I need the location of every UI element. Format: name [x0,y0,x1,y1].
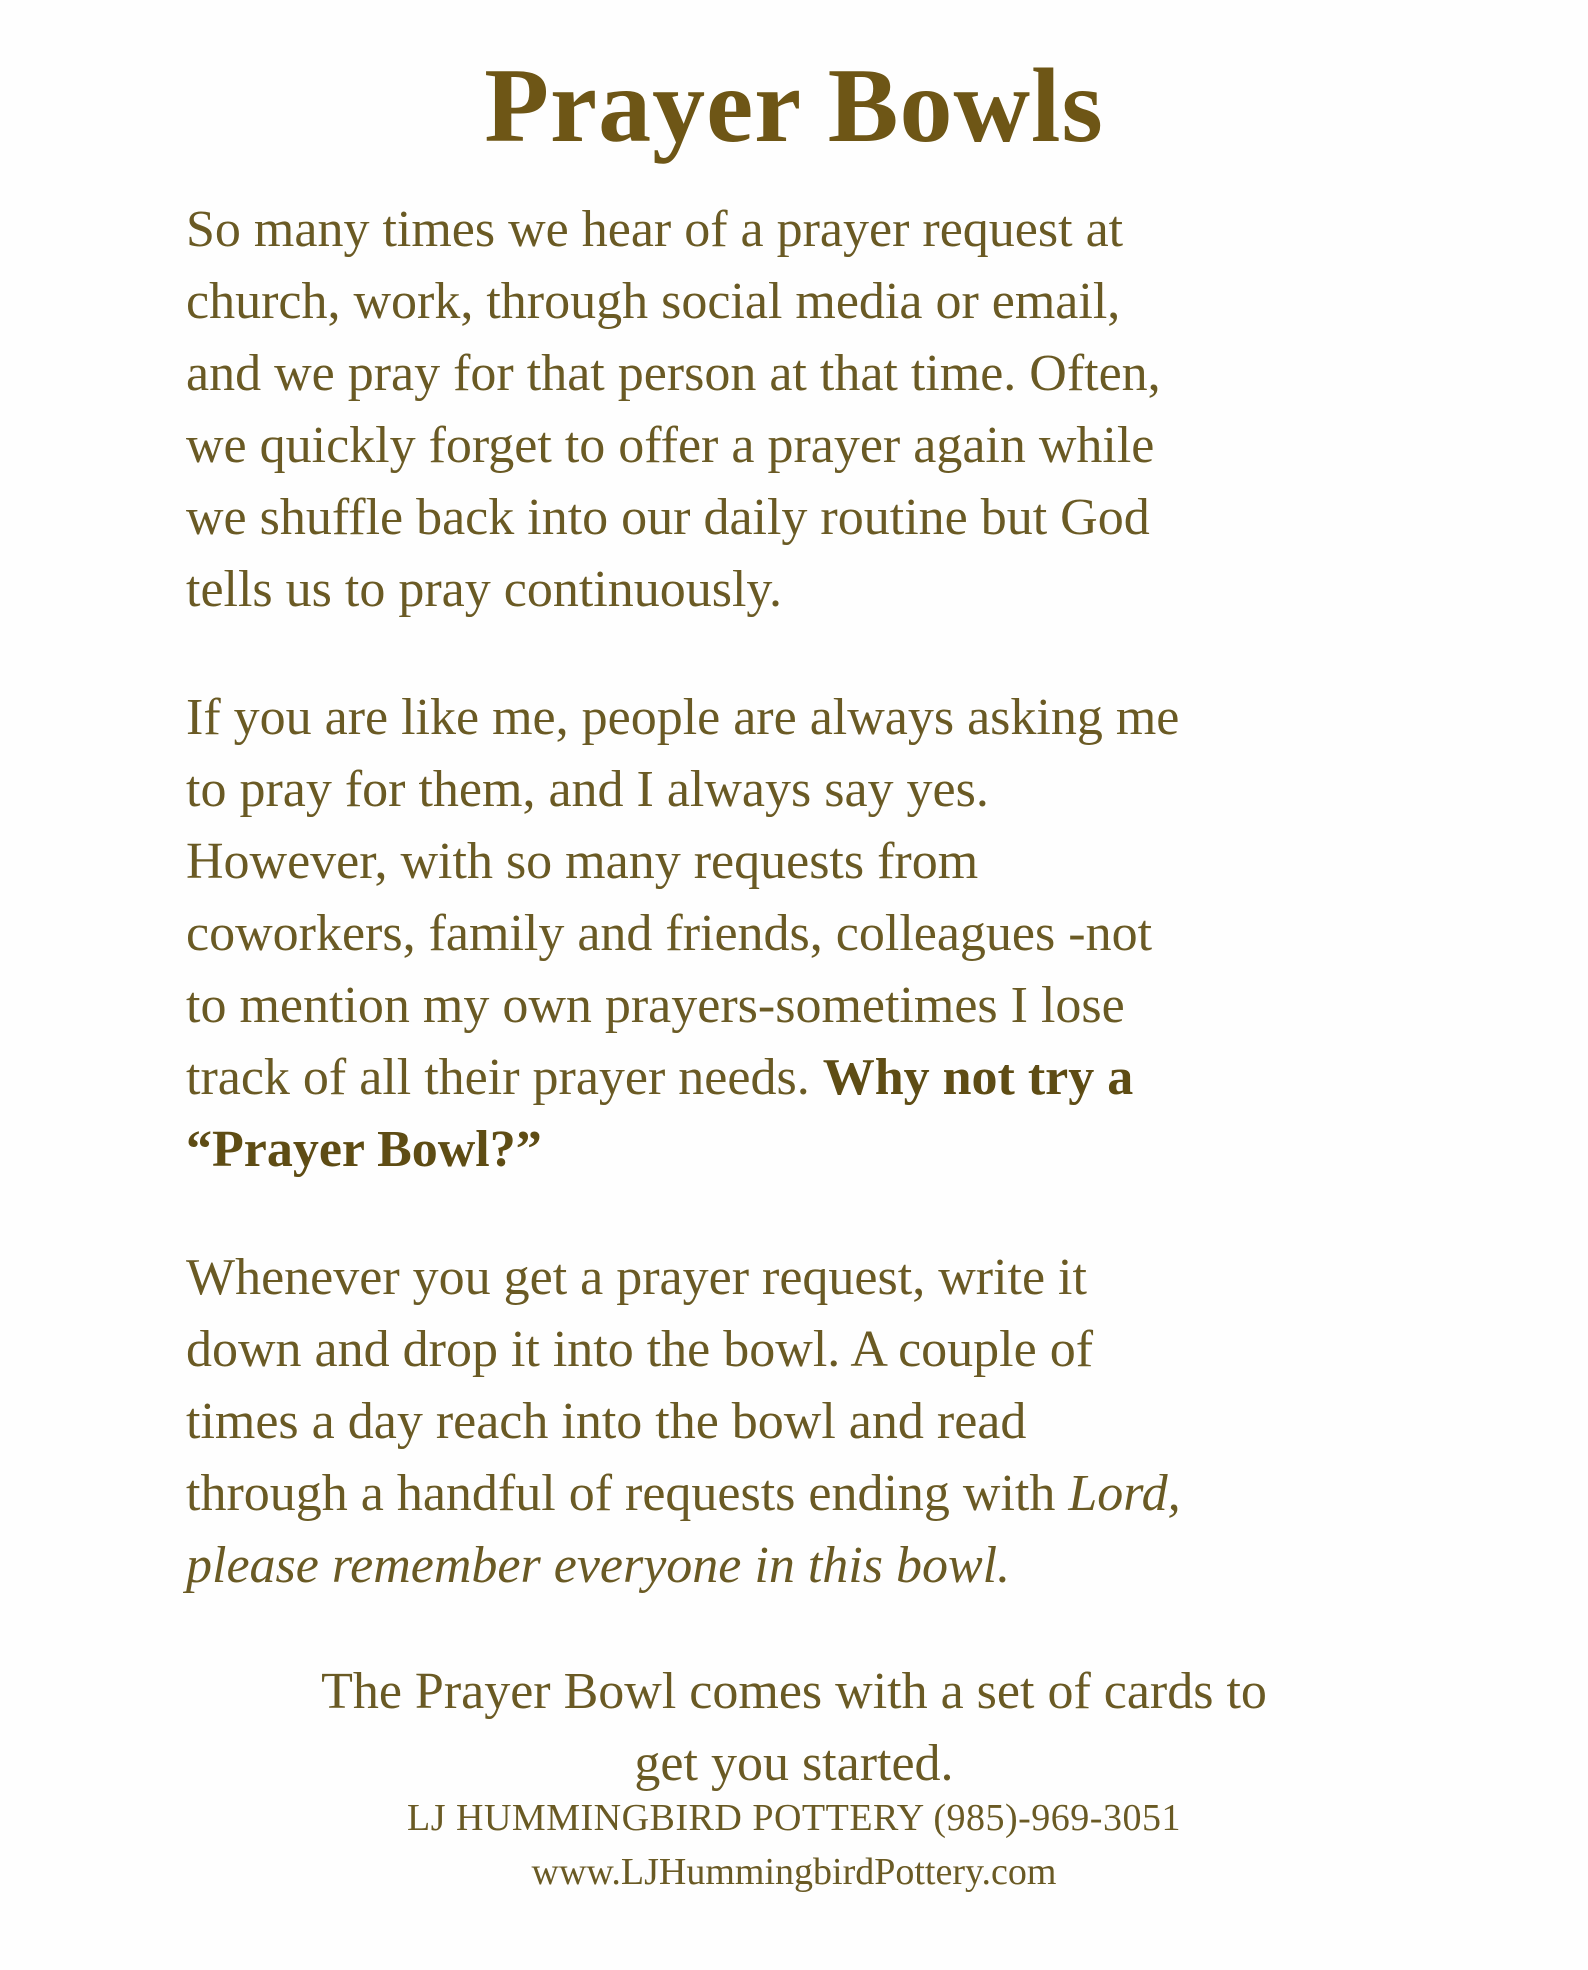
paragraph-line: church, work, through social media or email, [186,273,1121,330]
italic-text: Lord, [1068,1465,1181,1522]
paragraph-intro [186,194,1426,626]
closing-line: get you started. [634,1735,954,1792]
closing-line: The Prayer Bowl comes with a set of cards to [321,1663,1267,1720]
paragraph-line: times a day reach into the bowl and read [186,1393,1027,1450]
paragraph-line: Whenever you get a prayer request, write it [186,1249,1087,1306]
paragraph-line: If you are like me, people are always asking me [186,689,1180,746]
paragraph-line: However, with so many requests from [186,833,979,890]
italic-line: please remember everyone in this bowl. [186,1537,1011,1594]
paragraph-line: tells us to pray continuously. [186,561,783,618]
paragraph-line: we shuffle back into our daily routine but God [186,489,1150,546]
emphasis-text: Why not try a [822,1049,1134,1106]
paragraph-line: down and drop it into the bowl. A couple of [186,1321,1094,1378]
paragraph-line: coworkers, family and friends, colleagues -not [186,905,1153,962]
paragraph-line-mixed [186,1042,1426,1114]
paragraph-line: So many times we hear of a prayer request at [186,201,1124,258]
paragraph-text: through a handful of requests ending with [186,1465,1069,1522]
company-contact: LJ HUMMINGBIRD POTTERY (985)-969-3051 [407,1797,1181,1839]
paragraph-line: to pray for them, and I always say yes. [186,761,989,818]
paragraph-line: to mention my own prayers-sometimes I lose [186,977,1125,1034]
website-url: www.LJHummingbirdPottery.com [531,1851,1057,1893]
paragraph-requests [186,682,1426,1186]
paragraph-instructions [186,1242,1426,1602]
paragraph-line-mixed [186,1458,1426,1530]
paragraph-line: and we pray for that person at that time. Often, [186,345,1161,402]
paragraph-line: we quickly forget to offer a prayer again while [186,417,1155,474]
emphasis-line: “Prayer Bowl?” [186,1121,542,1178]
page-title: Prayer Bowls [484,47,1104,164]
closing-note [0,1656,1588,1800]
paragraph-text: track of all their prayer needs. [186,1049,823,1106]
